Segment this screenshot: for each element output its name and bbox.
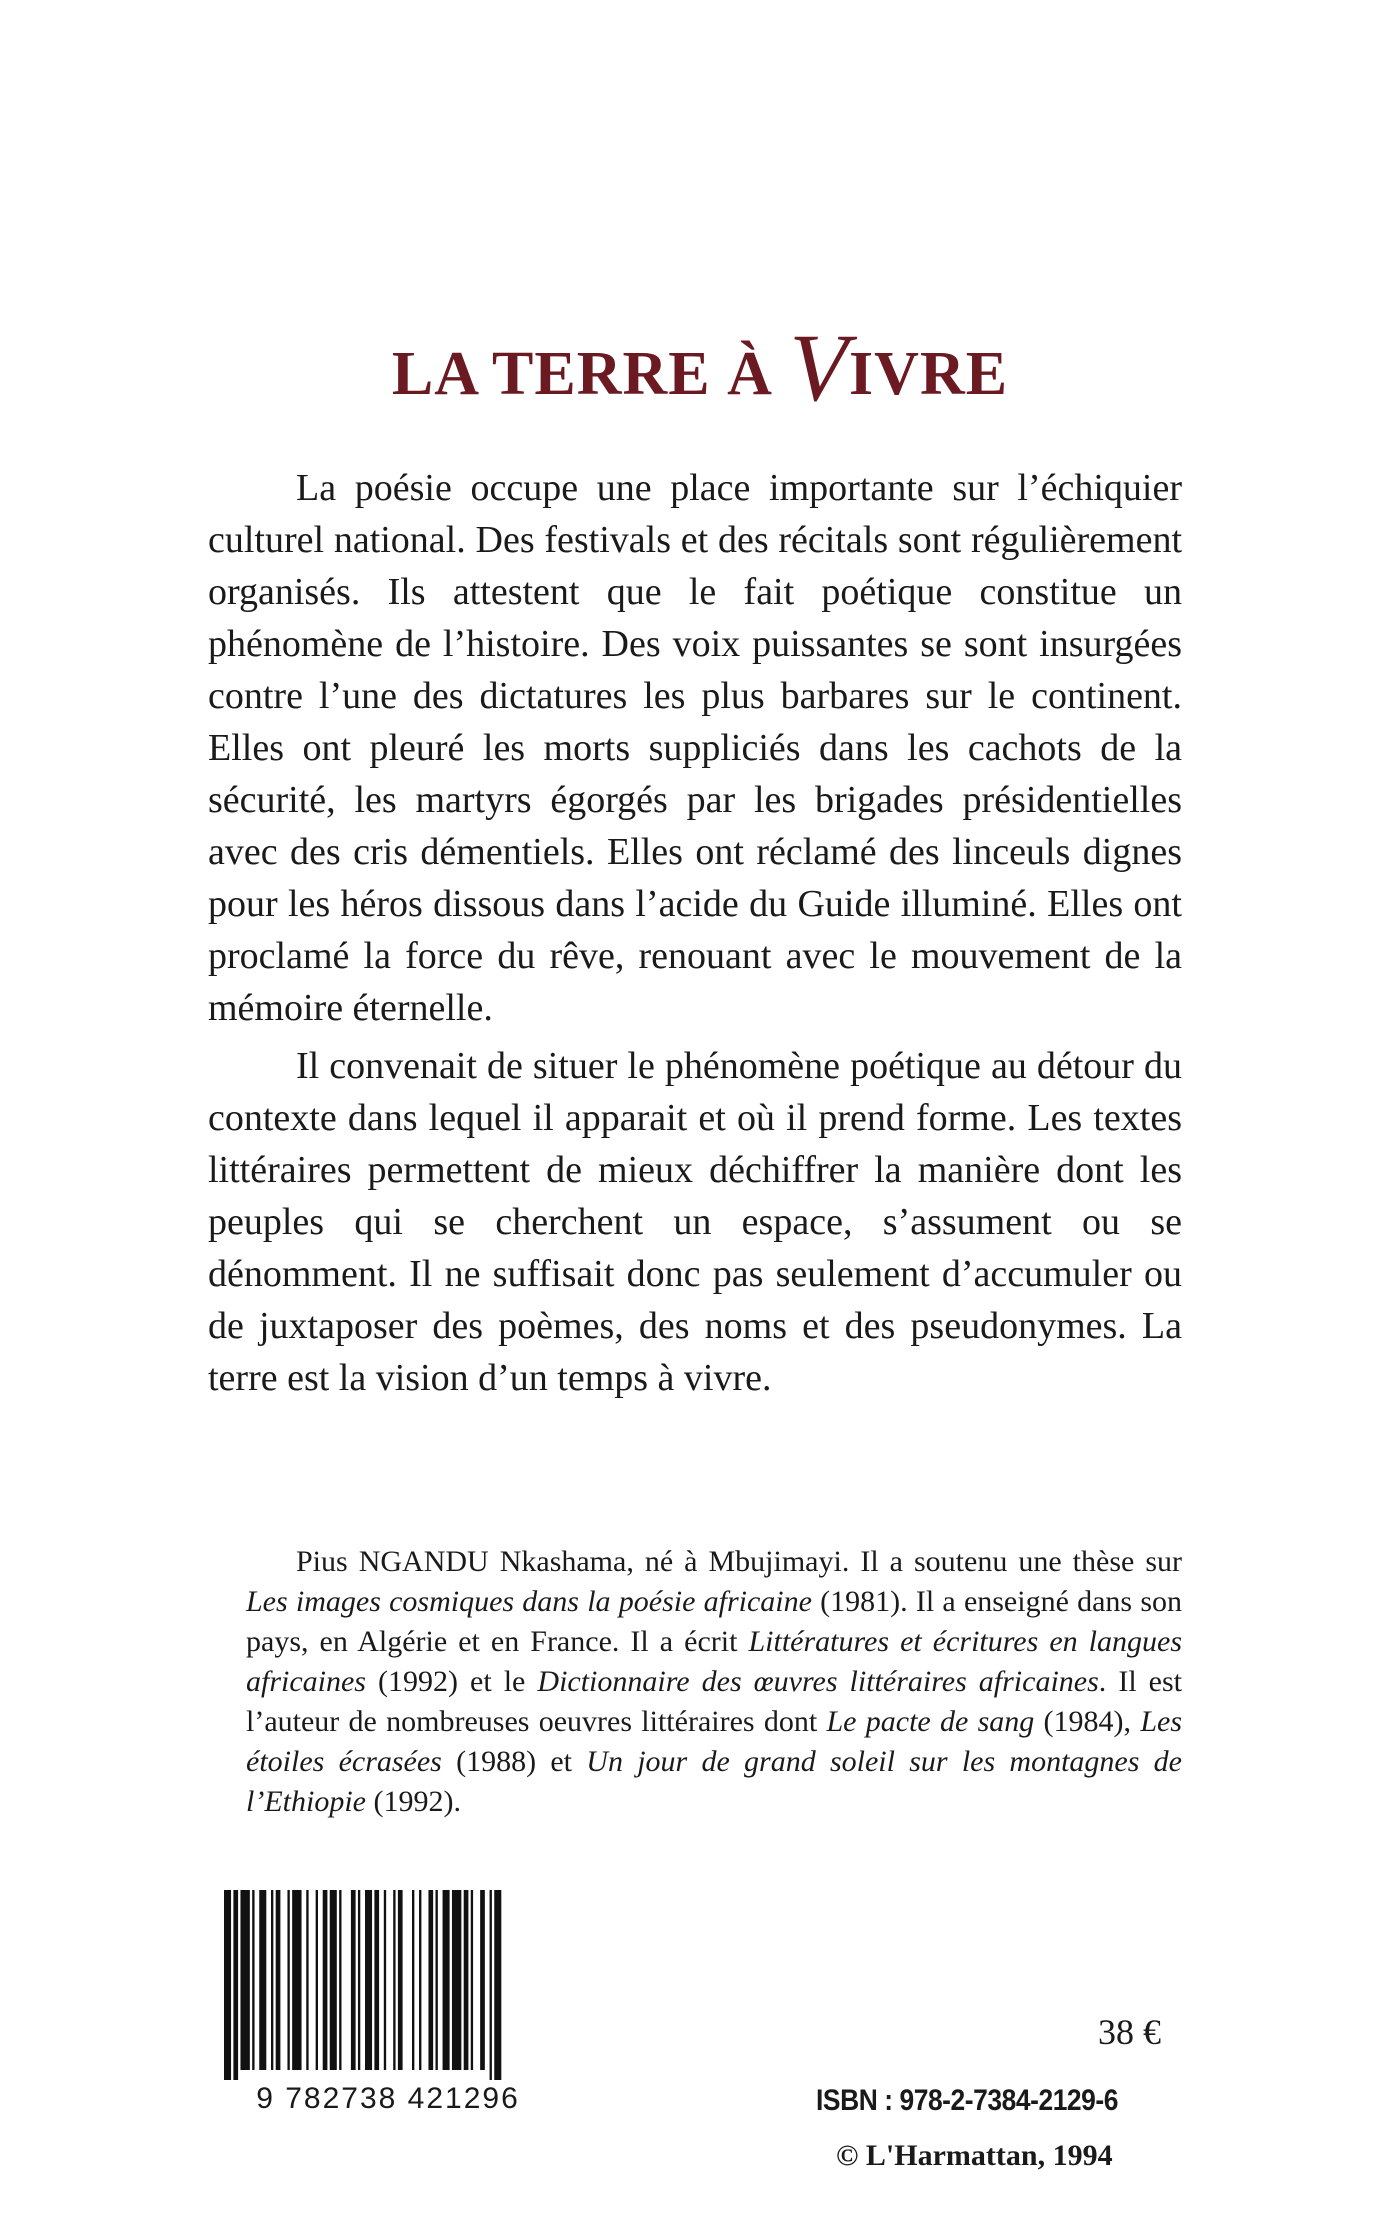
bio-text-7: (1992). [365,1785,461,1818]
barcode-bar [358,1890,360,2070]
barcode-bar [471,1890,473,2070]
barcode-bar [339,1890,341,2070]
barcode-bar [365,1890,372,2070]
barcode-bar [316,1890,318,2070]
barcode-bars [222,1890,554,2080]
bio-title-1: Les images cosmiques dans la poésie africaine [246,1585,812,1618]
barcode-bar [240,1890,249,2070]
barcode-number: 9 782738 421296 [256,2082,520,2115]
book-title [0,314,1400,421]
isbn: ISBN : 978-2-7384-2129-6 [816,2084,1119,2117]
blurb-paragraph-2: Il convenait de situer le phénomène poétique au détour du contexte dans lequel il apparait et où il prend forme. Les textes littéraires permettent de mieux déchiffrer la manière dont les peuples qui se cherchent un espace, s’assument ou se dénomment. Il ne suffisait donc pas seulement d’accumuler ou de juxtaposer des poèmes, des noms et des pseudonymes. La terre est la vision d’un temps à vivre. [208,1045,1182,1399]
barcode-bar [480,1890,485,2070]
barcode-bar [271,1890,273,2070]
barcode-icon [222,1890,554,2080]
barcode-bar [428,1890,433,2070]
blurb-paragraph-1: La poésie occupe une place importante sur l’échiquier culturel national. Des festivals et des récitals sont régulièrement organisés. Ils attestent que le fait poétique constitue un phénomène de l’histoire. Des voix puissantes se sont insurgées contre l’une des dictatures les plus barbares sur le continent. Elles ont pleuré les morts suppliciés dans les cachots de la sécurité, les martyrs égorgés par les brigades présidentielles avec des cris démentiels. Elles ont réclamé des linceuls dignes pour les héros dissous dans l’acide du Guide illuminé. Elles ont proclamé la force du rêve, renouant avec le mouvement de la mémoire éternelle. [208,467,1182,1029]
bio-text-5: (1984), [1034,1705,1141,1738]
bio-title-3: Dictionnaire des œuvres littéraires africaines [537,1665,1099,1698]
barcode-bar [259,1890,266,2070]
barcode-bar [494,1890,501,2080]
title-decorative-v: V [789,314,850,421]
bio-title-4: Le pacte de sang [826,1705,1035,1738]
author-bio [246,1542,1182,1822]
barcode-bar [412,1890,414,2070]
barcode-bar [323,1890,328,2070]
barcode-bar [306,1890,308,2070]
barcode-bar [443,1890,450,2070]
barcode-bar [464,1890,469,2070]
title-part1: LA TERRE À [391,340,790,408]
price: 38 € [1098,2012,1161,2052]
barcode-bar [419,1890,421,2070]
bio-title-6: Un jour de grand soleil sur les montagnes de l’Ethiopie [246,1745,1182,1818]
barcode-bar [330,1890,337,2070]
author-bio-paragraph [246,1542,1182,1822]
bio-text-6: (1988) et [441,1745,587,1778]
barcode-bar [351,1890,356,2070]
barcode-bar [384,1890,386,2070]
bio-title-5: Les étoiles écrasées [246,1705,1183,1778]
barcode-bar [252,1890,254,2070]
barcode-bar [233,1890,238,2080]
bio-text-2: (1981). Il a enseigné dans son pays, en Algérie et en France. Il a écrit [246,1585,1183,1658]
barcode-bar [287,1890,289,2070]
barcode-bar [398,1890,403,2070]
barcode-bar [452,1890,461,2070]
barcode-bar [436,1890,438,2070]
barcode-bar [224,1890,231,2080]
bio-text-4: . Il est l’auteur de nombreuses oeuvres littéraires dont [246,1665,1183,1738]
barcode-bar [490,1890,492,2080]
bio-text-1: Pius NGANDU Nkashama, né à Mbujimayi. Il a soutenu une thèse sur [296,1545,1182,1578]
bio-text-3: (1992) et le [366,1665,538,1698]
blurb [208,462,1182,1404]
barcode-bar [393,1890,395,2070]
barcode-bar [292,1890,301,2070]
bio-title-2: Littératures et écritures en langues africaines [246,1625,1183,1698]
barcode-bar [374,1890,379,2070]
barcode-bar [276,1890,281,2070]
copyright: © L'Harmattan, 1994 [836,2139,1113,2172]
title-part2: IVRE [849,340,1009,408]
